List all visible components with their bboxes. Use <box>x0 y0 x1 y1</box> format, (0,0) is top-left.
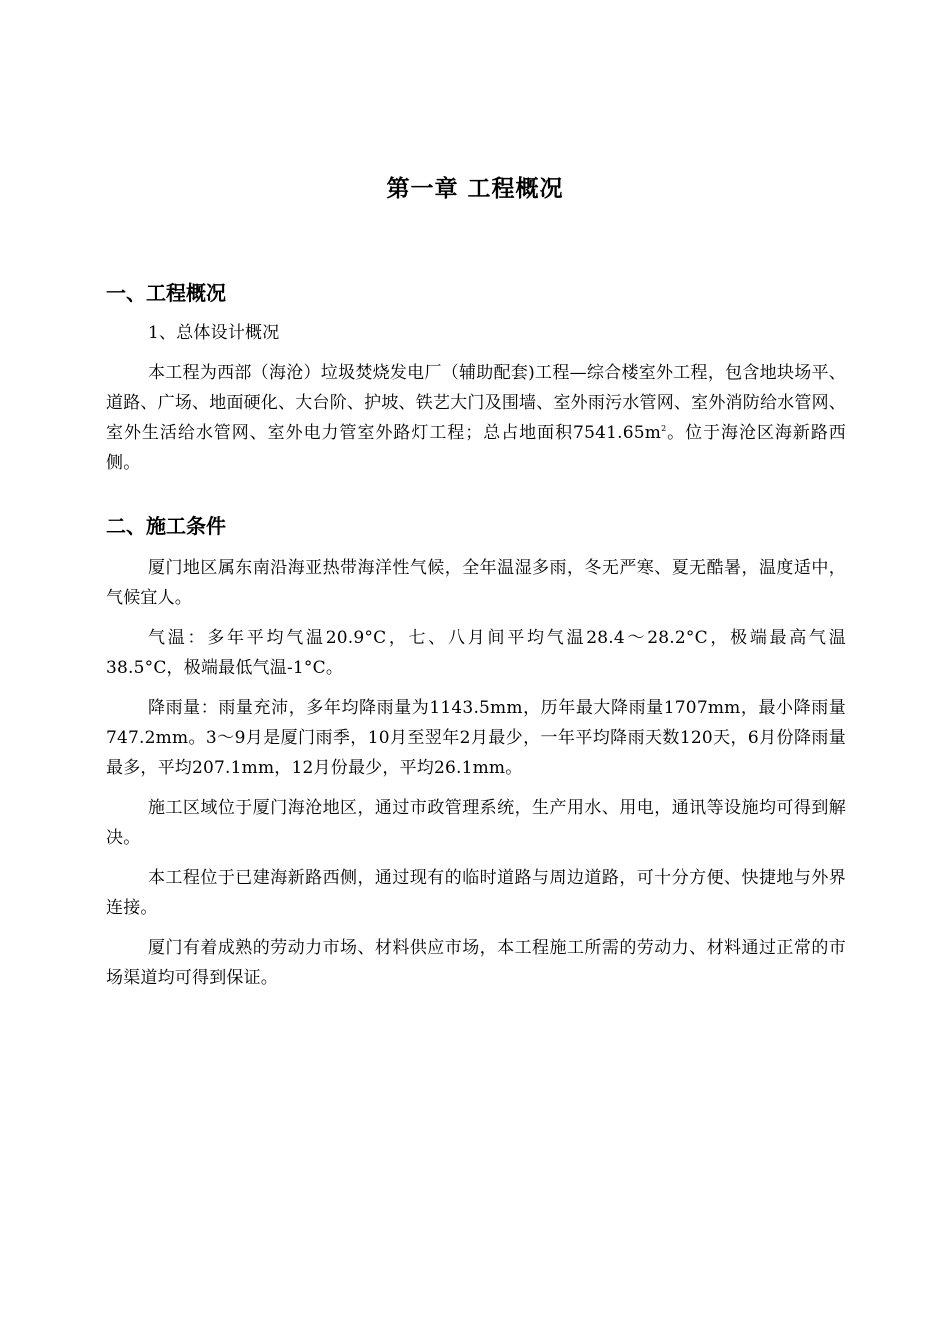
section-heading-construction-conditions: 二、施工条件 <box>106 514 226 538</box>
labor-materials-paragraph: 厦门有着成熟的劳动力市场、材料供应市场，本工程施工所需的劳动力、材料通过正常的市场渠道均可得到保证。 <box>106 938 846 988</box>
sub-item-design-overview: 1、总体设计概况 <box>148 323 280 343</box>
project-description-text: 本工程为西部（海沧）垃圾焚烧发电厂（辅助配套)工程—综合楼室外工程，包含地块场平、道路、广场、地面硬化、大台阶、护坡、铁艺大门及围墙、室外雨污水管网、室外消防给水管网、室外生活给水管网、室外电力管室外路灯工程；总占地面积7541.65m <box>106 363 846 443</box>
climate-paragraph: 厦门地区属东南沿海亚热带海洋性气候，全年温湿多雨，冬无严寒、夏无酷暑，温度适中，气候宜人。 <box>106 558 846 608</box>
project-description-paragraph <box>106 358 846 478</box>
chapter-title: 第一章 工程概况 <box>386 176 564 202</box>
rainfall-paragraph: 降雨量：雨量充沛，多年均降雨量为1143.5mm，历年最大降雨量1707mm，最小降雨量747.2mm。3～9月是厦门雨季，10月至翌年2月最少，一年平均降雨天数120天，6月份降雨量最多，平均207.1mm，12月份最少，平均26.1mm。 <box>106 698 846 778</box>
section-heading-project-overview: 一、工程概况 <box>106 281 226 305</box>
section-construction-conditions-body <box>106 553 846 993</box>
utilities-paragraph: 施工区域位于厦门海沧地区，通过市政管理系统，生产用水、用电，通讯等设施均可得到解决。 <box>106 798 846 848</box>
section-project-overview-body <box>106 318 846 478</box>
temperature-paragraph: 气温：多年平均气温20.9°C，七、八月间平均气温28.4～28.2°C，极端最高气温38.5°C，极端最低气温-1°C。 <box>106 628 846 678</box>
project-location-text: 。位于海沧区海新路西侧。 <box>106 423 847 473</box>
transport-paragraph: 本工程位于已建海新路西侧，通过现有的临时道路与周边道路，可十分方便、快捷地与外界连接。 <box>106 868 846 918</box>
area-unit-superscript: 2 <box>661 424 667 433</box>
